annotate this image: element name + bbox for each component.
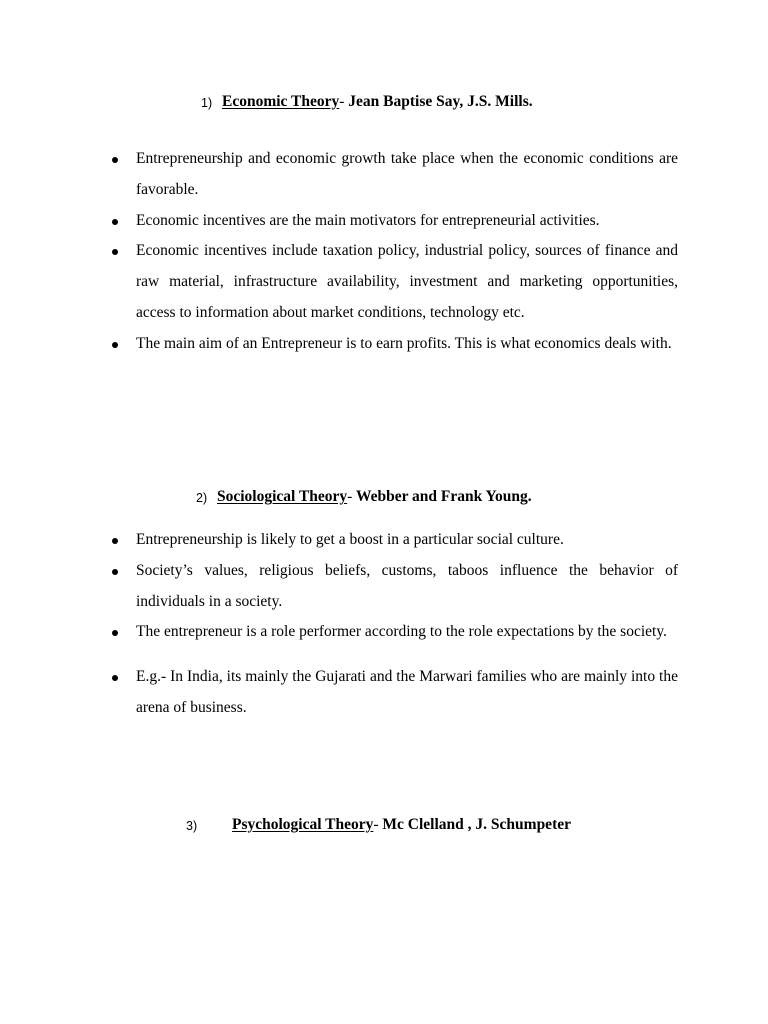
bullet-icon	[112, 630, 118, 636]
title-separator: -	[339, 93, 345, 110]
bullet-icon	[112, 219, 118, 225]
theory-authors: Webber and Frank Young.	[352, 488, 532, 505]
list-item	[112, 525, 678, 556]
list-item	[112, 206, 678, 237]
theory-title-link[interactable]: Economic Theory	[222, 93, 340, 110]
list-item-text: Entrepreneurship is likely to get a boost in a particular social culture.	[136, 531, 564, 548]
section-number: 3)	[186, 819, 198, 833]
section-title	[217, 487, 532, 507]
list-item-text: Economic incentives include taxation policy, industrial policy, sources of finance and raw material, infrastructure availability, investment and marketing opportunities, access to information about market conditions, technology etc.	[136, 242, 678, 321]
list-item-text: E.g.- In India, its mainly the Gujarati and the Marwari families who are mainly into the arena of business.	[136, 668, 678, 716]
list-item	[112, 662, 678, 724]
bullet-icon	[112, 249, 118, 255]
bullet-icon	[112, 157, 118, 163]
list-item	[112, 617, 678, 648]
list-item	[112, 236, 678, 328]
list-item-text: The main aim of an Entrepreneur is to earn profits. This is what economics deals with.	[136, 334, 672, 352]
bullet-icon	[112, 342, 118, 348]
list-item-text: Entrepreneurship and economic growth take place when the economic conditions are favorable.	[136, 150, 678, 198]
theory-title-link[interactable]: Psychological Theory	[232, 816, 374, 833]
theory-authors: Jean Baptise Say, J.S. Mills.	[344, 93, 533, 110]
title-separator: -	[373, 816, 379, 833]
list-item	[112, 556, 678, 618]
title-separator: -	[347, 488, 353, 505]
section-number: 1)	[201, 96, 213, 110]
section-title	[232, 815, 571, 835]
list-item-text: Society’s values, religious beliefs, customs, taboos influence the behavior of individuals in a society.	[136, 561, 678, 610]
bullet-icon	[112, 675, 118, 681]
section-title	[222, 92, 533, 112]
bullet-icon	[112, 569, 118, 575]
theory-title-link[interactable]: Sociological Theory	[217, 488, 348, 505]
list-item	[112, 329, 678, 360]
section-number: 2)	[196, 491, 208, 505]
bullet-list-sociological	[112, 525, 678, 724]
bullet-list-economic	[112, 144, 678, 360]
bullet-icon	[112, 538, 118, 544]
list-item	[112, 144, 678, 206]
list-item-text: The entrepreneur is a role performer according to the role expectations by the society.	[136, 623, 667, 641]
theory-authors: Mc Clelland , J. Schumpeter	[378, 816, 571, 833]
list-item-text: Economic incentives are the main motivators for entrepreneurial activities.	[136, 211, 600, 229]
